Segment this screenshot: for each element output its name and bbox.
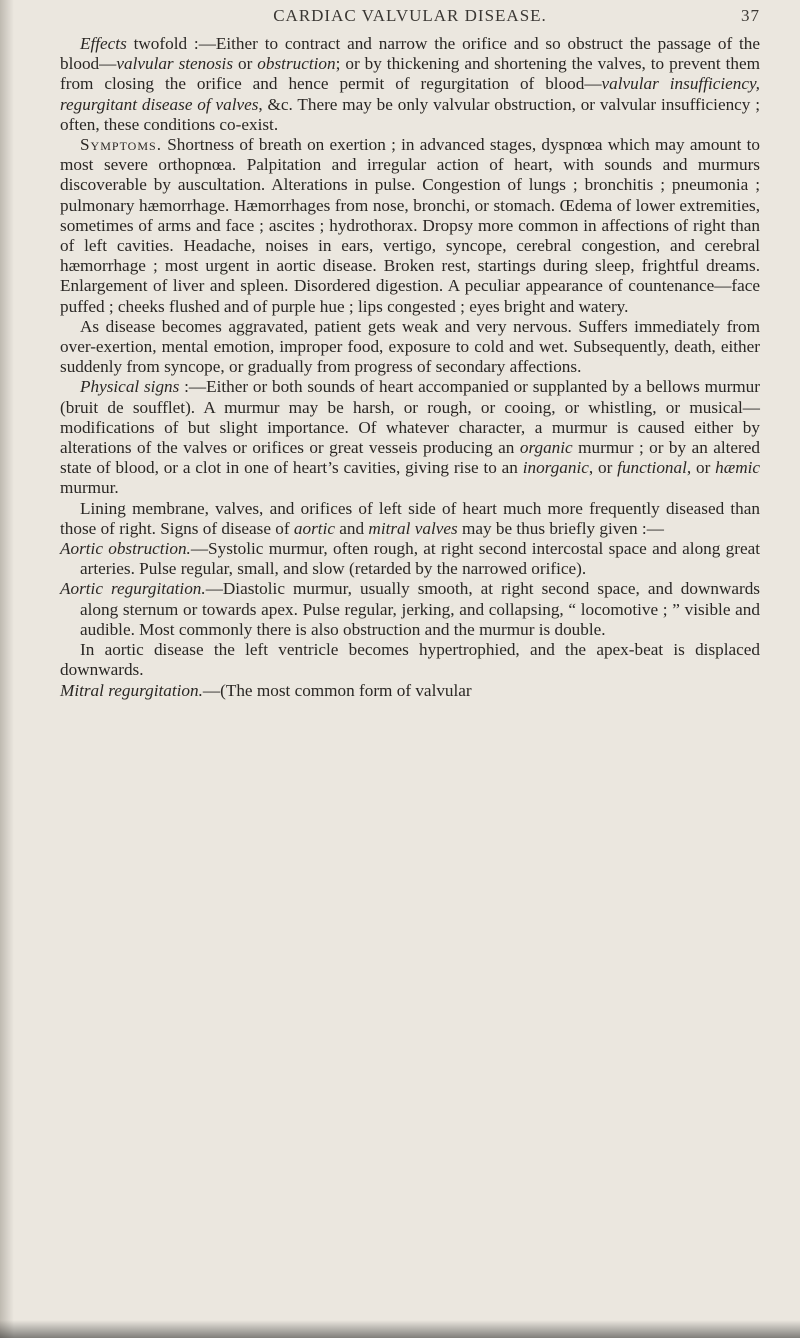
effects-term-insufficiency: valvular insufficiency, regurgitant disease of valves [60, 74, 760, 114]
physical-text-2: murmur ; or by an altered state of blood, or a clot in one of heart’s cavities, giving rise to an [60, 438, 760, 478]
effects-term-obstruction: obstruction [257, 54, 336, 74]
effects-term-stenosis: valvular stenosis [116, 54, 234, 74]
effects-label: Effects [80, 34, 127, 53]
effects-text-2: or [233, 54, 258, 74]
aortic-obstruction-label: Aortic obstruction. [60, 539, 191, 559]
lining-text-3: may be thus briefly given :— [457, 518, 664, 538]
paragraph-symptoms [60, 135, 760, 317]
symptoms-text: Shortness of breath on exertion ; in advanced stages, dyspnœa which may amount to most severe orthopnœa. Palpitation and irregular action of heart, with sounds and murmurs discoverable by auscultation. Alterations in pulse. Congestion of lungs ; bronchitis ; pneumonia ; pulmonary hæmorrhage. Hæmorrhages from nose, bronchi, or stomach. Œdema of lower extremities, sometimes of arms and face ; ascites ; hydrothorax. Dropsy more common in affections of right than of left cavities. Headache, noises in ears, vertigo, syncope, cerebral congestion, and cerebral hæmorrhage ; most urgent in aortic disease. Broken rest, startings during sleep, frightful dreams. Enlargement of liver and spleen. Disordered digestion. A peculiar appearance of countenance—face puffed ; cheeks flushed and of purple hue ; lips congested ; eyes bright and watery. [60, 135, 760, 316]
mitral-regurgitation-label: Mitral regurgitation. [60, 680, 203, 700]
aortic-regurgitation-label: Aortic regurgitation. [60, 579, 206, 599]
effects-text-1: twofold :—Either to contract and narrow the orifice and so obstruct the passage of the blood— [60, 34, 760, 74]
physical-text-1: :—Either or both sounds of heart accompanied or supplanted by a bellows murmur (bruit de soufflet). A murmur may be harsh, or rough, or cooing, or whistling, or musical—modifications of but slight importance. Of whatever character, a murmur is caused either by alterations of the valves or orifices or great vesseis producing an [60, 377, 760, 458]
physical-text-5: murmur. [60, 478, 119, 498]
physical-signs-label: Physical signs [80, 377, 180, 397]
physical-text-4: , or [686, 458, 716, 478]
lining-term-mitral: mitral valves [368, 518, 458, 538]
paragraph-physical-signs [60, 377, 760, 498]
paragraph-aggravated: As disease becomes aggravated, patient gets weak and very nervous. Suffers immediately from over-exertion, mental emotion, improper food, exposure to cold and wet. Subsequently, death, either suddenly from syncope, or gradually from progress of secondary affections. [60, 316, 760, 377]
running-head: CARDIAC VALVULAR DISEASE. [273, 6, 547, 25]
paragraph-aortic-obstruction [60, 539, 760, 579]
physical-term-functional: functional [617, 458, 687, 478]
physical-term-organic: organic [519, 438, 573, 458]
paragraph-lining [60, 499, 760, 539]
aortic-regurgitation-text: —Diastolic murmur, usually smooth, at right second space, and downwards along sternum or towards apex. Pulse regular, jerking, and collapsing, “ locomotive ; ” visible and audible. Most commonly there is also obstruction and the murmur is double. [80, 579, 760, 639]
effects-text-3: ; or by thickening and shortening the valves, to prevent them from closing the orifice and hence permit of regurgitation of blood— [60, 54, 760, 94]
symptoms-label: Symptoms. [80, 135, 162, 155]
paragraph-aortic-disease: In aortic disease the left ventricle becomes hypertrophied, and the apex-beat is displaced downwards. [60, 640, 760, 680]
page-body [60, 34, 760, 701]
page-header [60, 6, 760, 28]
physical-term-inorganic: inorganic [522, 458, 589, 478]
page-binding-shadow [0, 0, 14, 1338]
lining-term-aortic: aortic [293, 518, 335, 538]
paragraph-effects [60, 34, 760, 135]
lining-text-1: Lining membrane, valves, and orifices of left side of heart much more frequently diseased than those of right. Signs of disease of [60, 498, 760, 538]
physical-term-haemic: hæmic [715, 458, 761, 478]
aortic-obstruction-text: —Systolic murmur, often rough, at right second intercostal space and along great arteries. Pulse regular, small, and slow (retarded by the narrowed orifice). [80, 539, 761, 579]
mitral-regurgitation-text: —(The most common form of valvular [202, 680, 472, 700]
page-number: 37 [741, 6, 760, 25]
paragraph-mitral-regurgitation [60, 681, 760, 701]
paragraph-aortic-regurgitation [60, 579, 760, 640]
physical-text-3: , or [588, 458, 618, 478]
page-bottom-shadow [0, 1320, 800, 1338]
lining-text-2: and [334, 518, 369, 538]
effects-text-4: , &c. There may be only valvular obstruction, or valvular insufficiency ; often, these conditions co-exist. [60, 94, 760, 134]
